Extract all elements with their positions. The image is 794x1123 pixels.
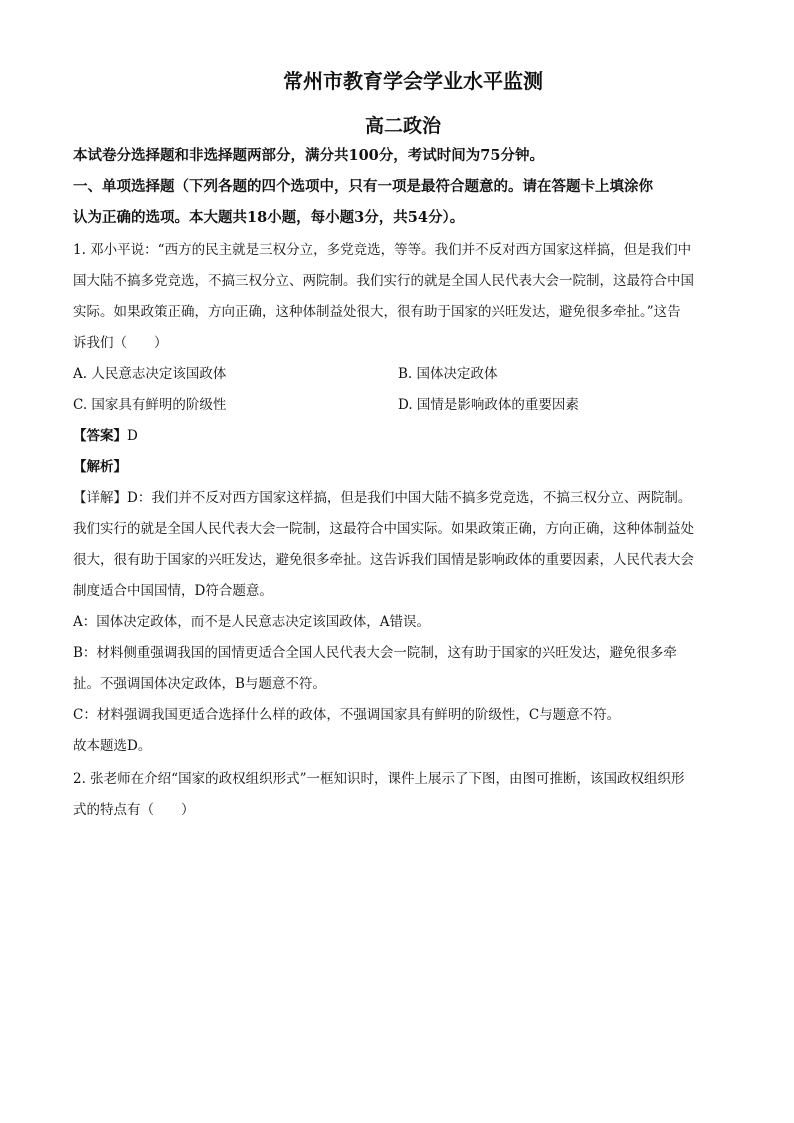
section-heading-line-2: 认为正确的选项。本大题共18小题，每小题3分，共54分）。 [73, 209, 465, 226]
answer-label: 【答案】 [73, 428, 127, 444]
option-d: D. 国情是影响政体的重要因素 [398, 397, 579, 413]
option-c: C. 国家具有鲜明的阶级性 [73, 397, 227, 413]
section-heading-line-1: 一、单项选择题（下列各题的四个选项中，只有一项是最符合题意的。请在答题卡上填涂你 [73, 178, 653, 195]
question-1 [73, 235, 723, 762]
question-2-line-1: 2. 张老师在介绍“国家的政权组织形式”一框知识时，课件上展示了下图，由图可推断，该国政权组织形 [73, 771, 685, 787]
question-1-options [73, 359, 723, 421]
question-1-line-4: 诉我们（ ） [73, 335, 168, 351]
answer-line [73, 421, 723, 452]
detail-line-3: 很大，很有助于国家的兴旺发达，避免很多牵扯。这告诉我们国情是影响政体的重要因素，人民代表大会 [73, 552, 694, 568]
detail-line-2: 我们实行的就是全国人民代表大会一院制，这最符合中国实际。如果政策正确，方向正确，这种体制益处 [73, 521, 694, 537]
detail-line-9: 故本题选D。 [73, 738, 152, 754]
detail-line-5: A：国体决定政体，而不是人民意志决定该国政体，A错误。 [73, 614, 430, 630]
document-subtitle: 高二政治 [364, 115, 441, 137]
exam-intro: 本试卷分选择题和非选择题两部分，满分共100分，考试时间为75分钟。 [73, 147, 544, 164]
question-1-line-3: 实际。如果政策正确，方向正确，这种体制益处很大，很有助于国家的兴旺发达，避免很多牵扯。”这告 [73, 304, 681, 320]
detail-line-1: 【详解】D：我们并不反对西方国家这样搞，但是我们中国大陆不搞多党竞选，不搞三权分立、两院制。 [73, 490, 692, 506]
question-1-line-1: 1. 邓小平说：“西方的民主就是三权分立，多党竞选，等等。我们并不反对西方国家这样搞，但是我们中 [73, 242, 692, 258]
question-2 [73, 764, 723, 826]
option-b: B. 国体决定政体 [398, 366, 498, 382]
detail-line-4: 制度适合中国国情，D符合题意。 [73, 583, 273, 599]
document-title: 常州市教育学会学业水平监测 [283, 69, 543, 93]
analysis-label: 【解析】 [73, 459, 127, 475]
detail-line-6: B：材料侧重强调我国的国情更适合全国人民代表大会一院制，这有助于国家的兴旺发达，避免很多牵 [73, 645, 677, 661]
analysis-line [73, 452, 723, 483]
detail-line-8: C：材料强调我国更适合选择什么样的政体，不强调国家具有鲜明的阶级性，C与题意不符。 [73, 707, 621, 723]
detail-line-7: 扯。不强调国体决定政体，B与题意不符。 [73, 676, 326, 692]
document-page [73, 66, 723, 826]
answer-value: D [127, 428, 138, 444]
option-a: A. 人民意志决定该国政体 [73, 366, 227, 382]
question-2-line-2: 式的特点有（ ） [73, 802, 195, 818]
question-1-line-2: 国大陆不搞多党竞选，不搞三权分立、两院制。我们实行的就是全国人民代表大会一院制，这最符合中国 [73, 273, 694, 289]
